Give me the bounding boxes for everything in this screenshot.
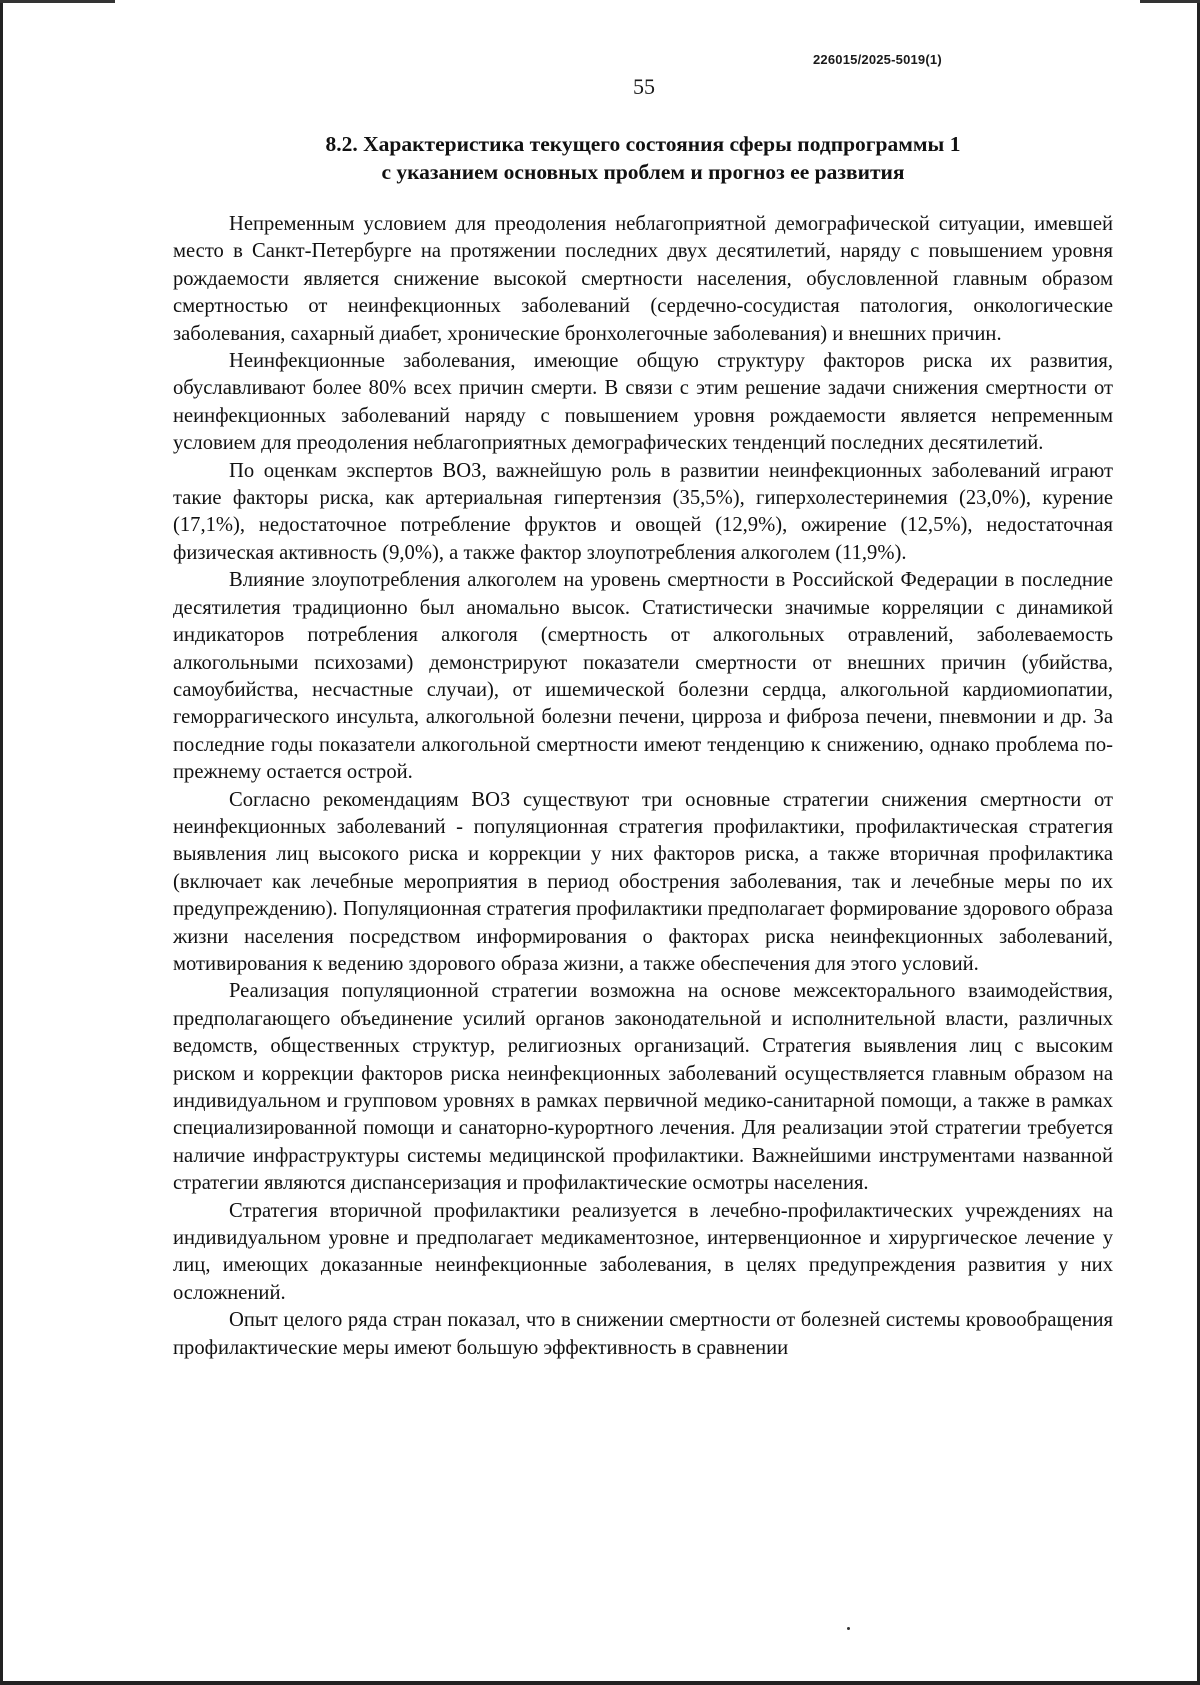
paragraph: Реализация популяционной стратегии возможна на основе межсекторального взаимодействия, предполагающего объединение усилий органов законодательной и исполнительной власти, различных ведомств, общественных структур, религиозных организаций. Стратегия выявления лиц с высоким риском и коррекции факторов риска неинфекционных заболеваний осуществляется главным образом на индивидуальном и групповом уровнях в рамках первичной медико-санитарной помощи, а также в рамках специализированной помощи и санаторно-курортного лечения. Для реализации этой стратегии требуется наличие инфраструктуры системы медицинской профилактики. Важнейшими инструментами названной стратегии являются диспансеризация и профилактические осмотры населения.	[173, 980, 1113, 1195]
section-heading	[173, 130, 1113, 186]
scan-edge-left	[0, 0, 3, 1685]
paragraph: По оценкам экспертов ВОЗ, важнейшую роль в развитии неинфекционных заболеваний играют такие факторы риска, как артериальная гипертензия (35,5%), гиперхолестеринемия (23,0%), курение (17,1%), недостаточное потребление фруктов и овощей (12,9%), ожирение (12,5%), недостаточная физическая активность (9,0%), а также фактор злоупотребления алкоголем (11,9%).	[173, 459, 1113, 564]
scan-speck	[847, 1627, 850, 1630]
paragraph: Опыт целого ряда стран показал, что в снижении смертности от болезней системы кровообращения профилактические меры имеют большую эффективность в сравнении	[173, 1309, 1113, 1359]
section-heading-line-2: с указанием основных проблем и прогноз ее развития	[381, 160, 905, 184]
section-heading-line-1: 8.2. Характеристика текущего состояния сферы подпрограммы 1	[325, 132, 961, 156]
document-number: 226015/2025-5019(1)	[813, 52, 942, 67]
scan-edge-top-right	[1140, 0, 1200, 3]
paragraph: Непременным условием для преодоления неблагоприятной демографической ситуации, имевшей место в Санкт-Петербурге на протяжении последних двух десятилетий, наряду с повышением уровня рождаемости является снижение высокой смертности населения, обусловленной главным образом смертностью от неинфекционных заболеваний (сердечно-сосудистая патология, онкологические заболевания, сахарный диабет, хронические бронхолегочные заболевания) и внешних причин.	[173, 213, 1113, 345]
paragraph: Неинфекционные заболевания, имеющие общую структуру факторов риска их развития, обуславливают более 80% всех причин смерти. В связи с этим решение задачи снижения смертности от неинфекционных заболеваний наряду с повышением уровня рождаемости является непременным условием для преодоления неблагоприятных демографических тенденций последних десятилетий.	[173, 350, 1113, 455]
page-number: 55	[633, 74, 655, 99]
paragraph: Стратегия вторичной профилактики реализуется в лечебно-профилактических учреждениях на индивидуальном уровне и предполагает медикаментозное, интервенционное и хирургическое лечение у лиц, имеющих доказанные неинфекционные заболевания, в целях предупреждения развития у них осложнений.	[173, 1199, 1113, 1304]
scan-edge-top-left	[0, 0, 115, 3]
scan-edge-bottom	[0, 1681, 1200, 1685]
paragraph: Влияние злоупотребления алкоголем на уровень смертности в Российской Федерации в последние десятилетия традиционно был аномально высок. Статистически значимые корреляции с динамикой индикаторов потребления алкоголя (смертность от алкогольных отравлений, заболеваемость алкогольными психозами) демонстрируют показатели смертности от внешних причин (убийства, самоубийства, несчастные случаи), от ишемической болезни сердца, алкогольной кардиомиопатии, геморрагического инсульта, алкогольной болезни печени, цирроза и фиброза печени, пневмонии и др. За последние годы показатели алкогольной смертности имеют тенденцию к снижению, однако проблема по-прежнему остается острой.	[173, 569, 1113, 784]
body-text	[173, 211, 1113, 1362]
paragraph: Согласно рекомендациям ВОЗ существуют три основные стратегии снижения смертности от неинфекционных заболеваний - популяционная стратегия профилактики, профилактическая стратегия выявления лиц высокого риска и коррекции у них факторов риска, а также вторичная профилактика (включает как лечебные мероприятия в период обострения заболевания, так и лечебные меры по их предупреждению). Популяционная стратегия профилактики предполагает формирование здорового образа жизни населения посредством информирования о факторах риска неинфекционных заболеваний, мотивирования к ведению здорового образа жизни, а также обеспечения для этого условий.	[173, 788, 1113, 975]
